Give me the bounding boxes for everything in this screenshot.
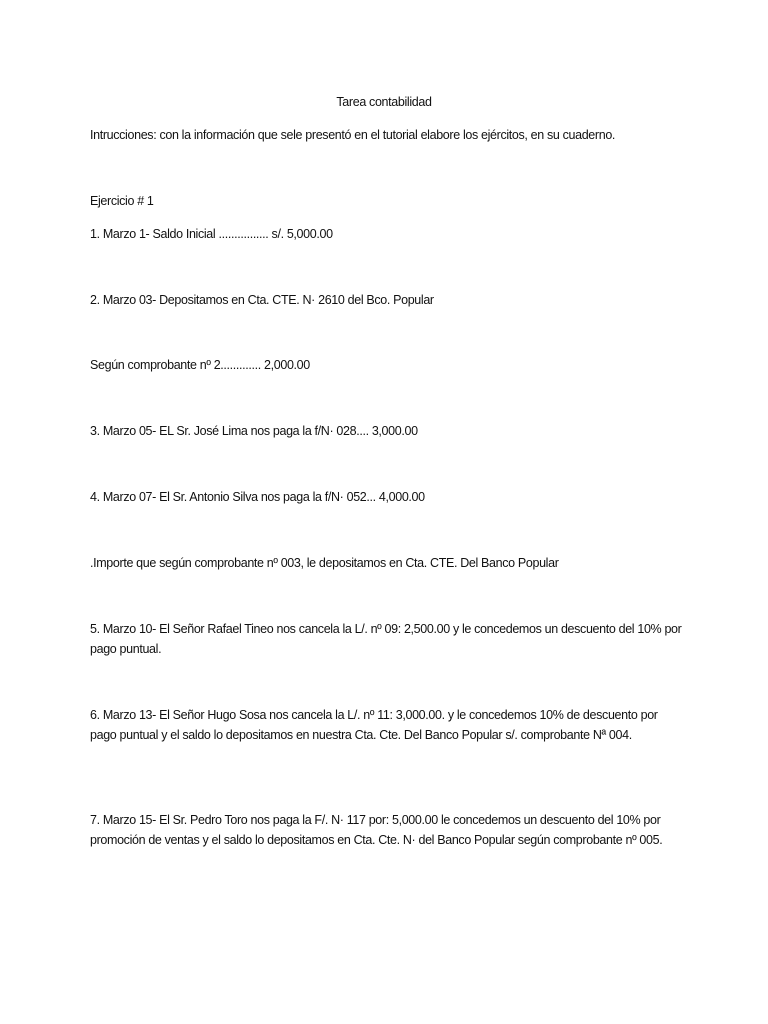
exercise-item-4: 4. Marzo 07- El Sr. Antonio Silva nos paga la f/N· 052... 4,000.00 (90, 490, 425, 504)
exercise-item-3: 3. Marzo 05- EL Sr. José Lima nos paga la f/N· 028.... 3,000.00 (90, 424, 418, 438)
exercise-item-5: 5. Marzo 10- El Señor Rafael Tineo nos cancela la L/. nº 09: 2,500.00 y le concedemos un descuento del 10% por pago puntual. (90, 622, 682, 656)
exercise-item-4-detail: .Importe que según comprobante nº 003, le depositamos en Cta. CTE. Del Banco Popular (90, 556, 559, 570)
exercise-item-7: 7. Marzo 15- El Sr. Pedro Toro nos paga la F/. N· 117 por: 5,000.00 le concedemos un descuento del 10% por promoción de ventas y el saldo lo depositamos en Cta. Cte. N· del Banco Popular según comprobante nº 005. (90, 813, 663, 847)
exercise-item-2: 2. Marzo 03- Depositamos en Cta. CTE. N· 2610 del Bco. Popular (90, 293, 434, 307)
document-title: Tarea contabilidad (336, 95, 432, 109)
instructions-text: Intrucciones: con la información que sele presentó en el tutorial elabore los ejércitos, en su cuaderno. (90, 128, 616, 142)
exercise-item-2-detail: Según comprobante nº 2............. 2,000.00 (90, 358, 310, 372)
exercise-heading: Ejercicio # 1 (90, 194, 154, 208)
exercise-item-1: 1. Marzo 1- Saldo Inicial ................ s/. 5,000.00 (90, 227, 333, 241)
exercise-item-6: 6. Marzo 13- El Señor Hugo Sosa nos cancela la L/. nº 11: 3,000.00. y le concedemos 10% de descuento por pago puntual y el saldo lo depositamos en nuestra Cta. Cte. Del Banco Popular s/. comprobante Nª 004. (90, 708, 658, 742)
